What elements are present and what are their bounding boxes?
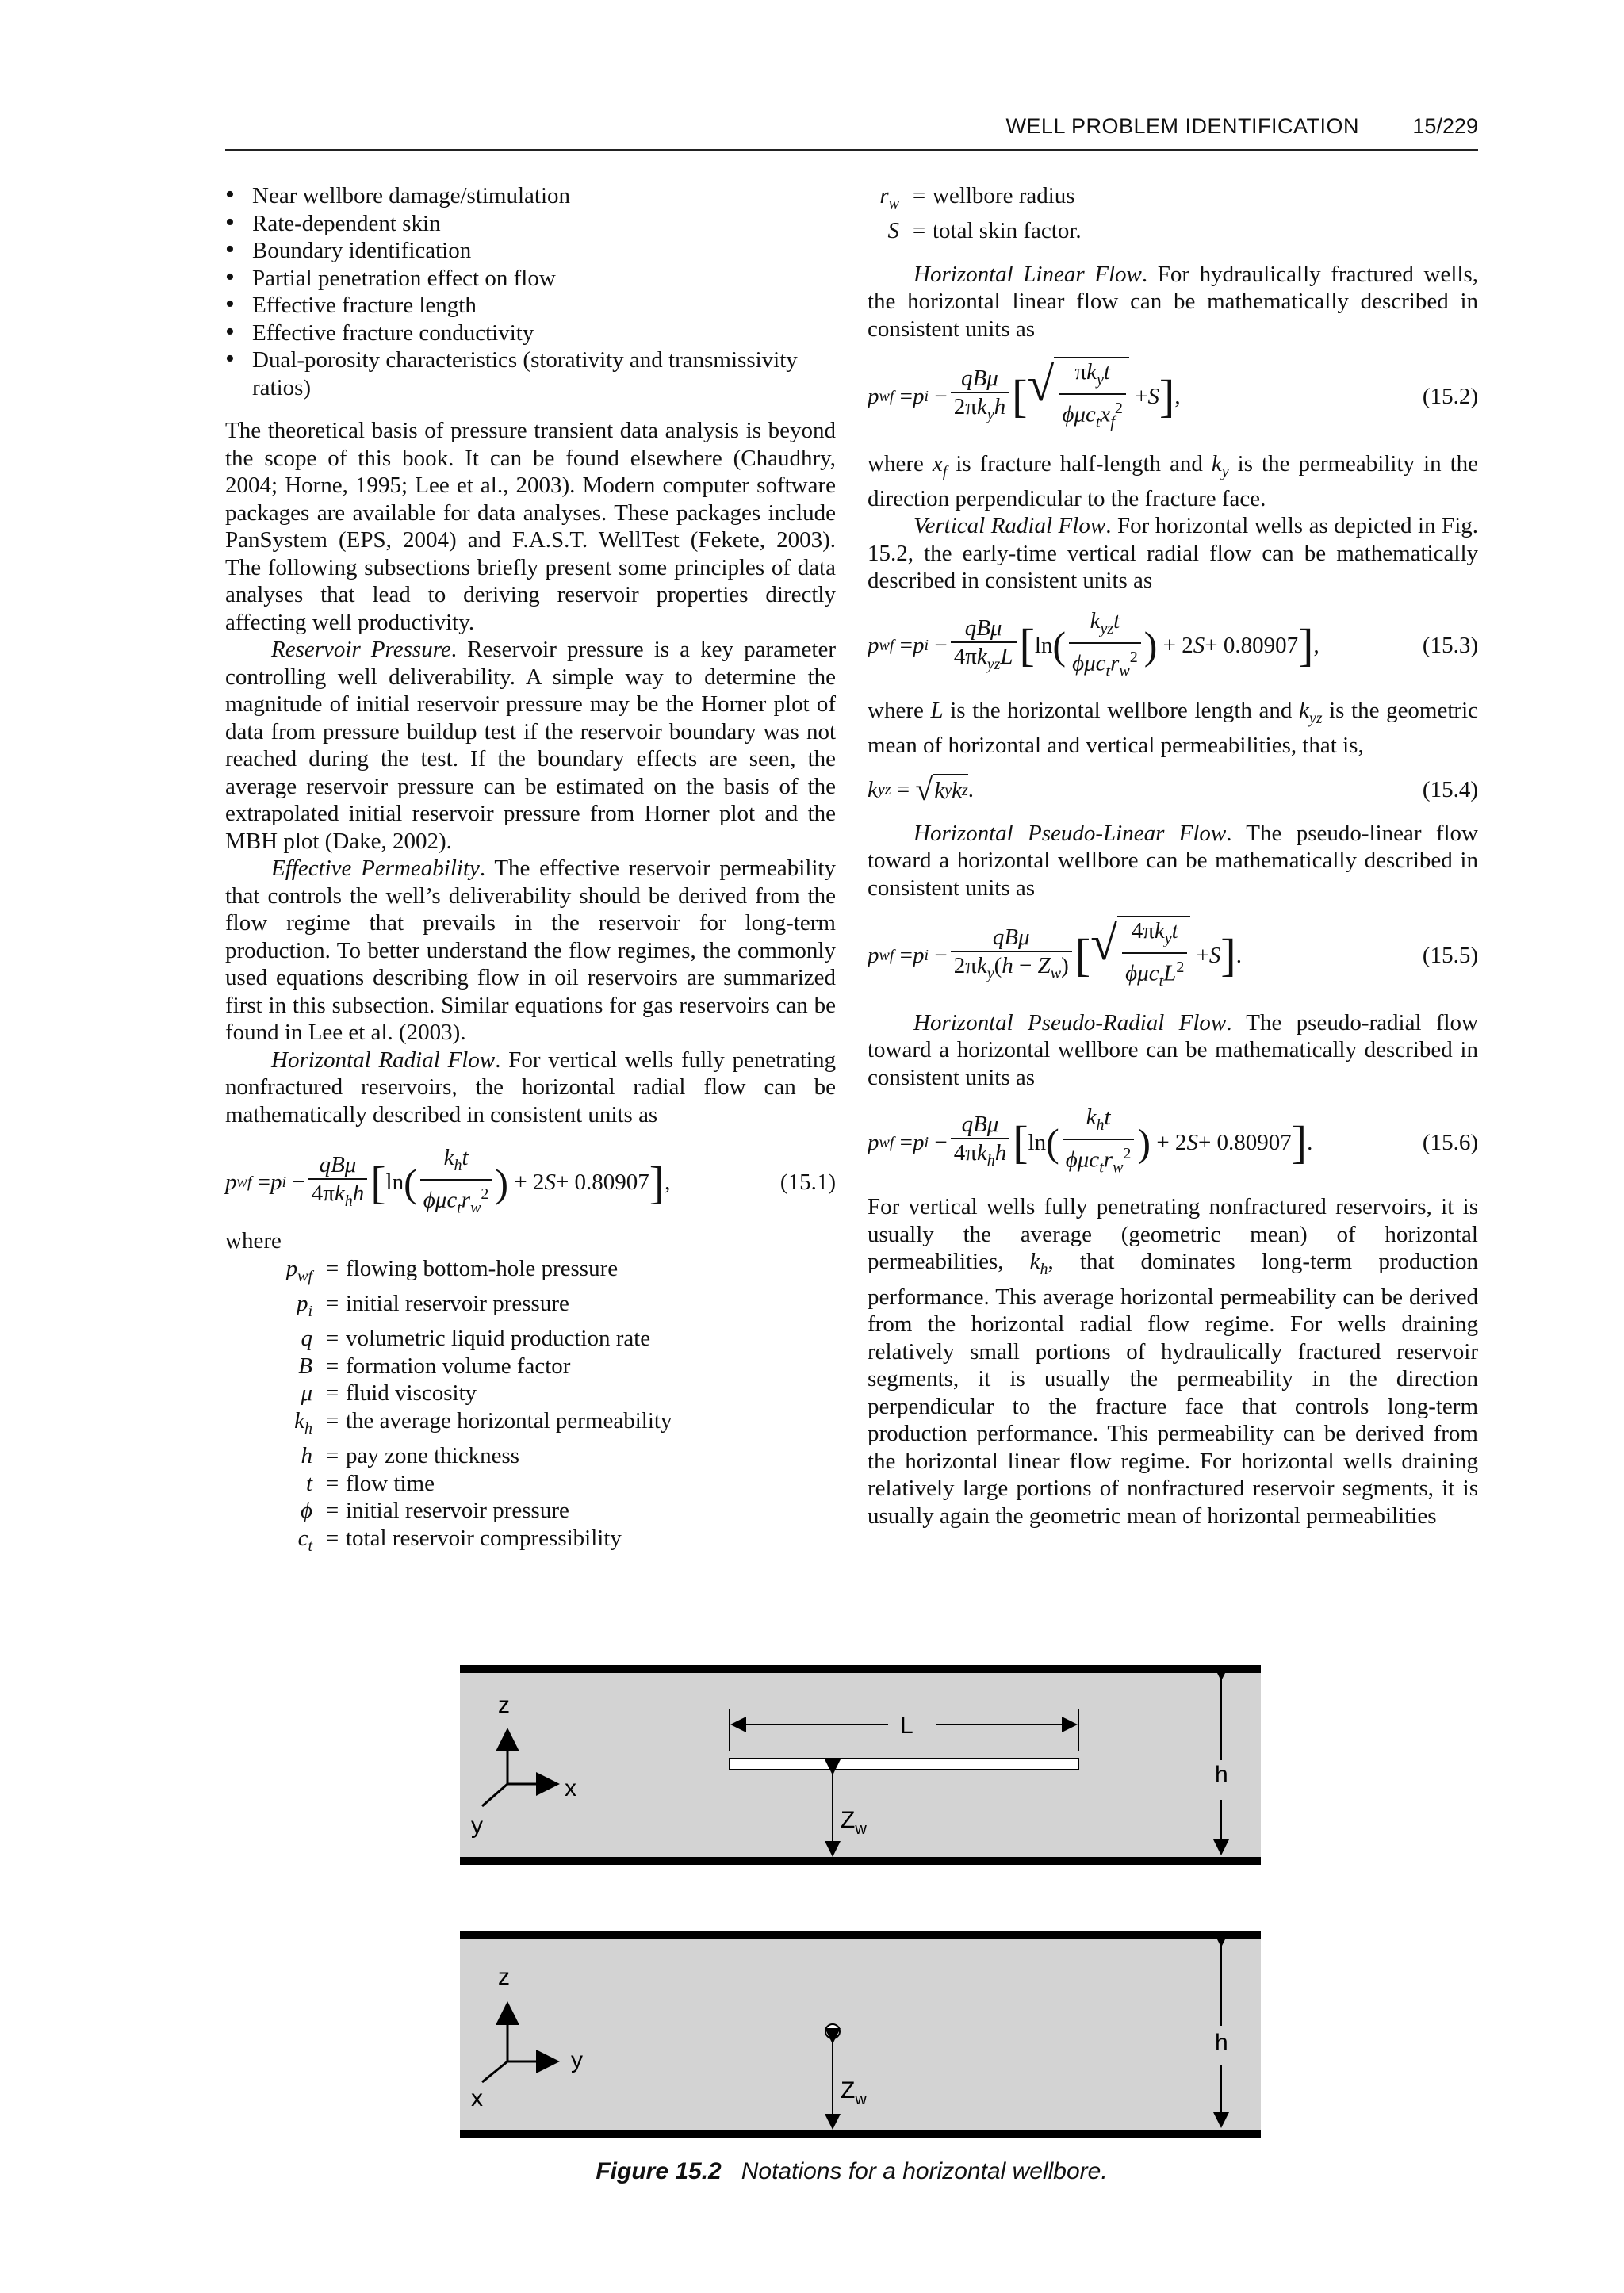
eq3-explanation: where L is the horizontal wellbore length and $k_{yz}$ is the geometric mean of horizontal and vertical permeabilities, that is,: [868, 698, 1479, 759]
definition-row: ϕ = initial reservoir pressure: [225, 1497, 672, 1525]
horizontal-radial-flow-text: . For vertical wells fully penetrating nonfractured reservoirs, the horizontal radial flow can be mathematically described in consistent units as: [225, 1047, 836, 1127]
horizontal-linear-flow-text: . For hydraulically fractured wells, the horizontal linear flow can be mathematically described in consistent units as: [868, 261, 1478, 342]
equation-number: (15.3): [1422, 633, 1478, 659]
symbol-definitions: [225, 1255, 672, 1560]
vertical-radial-flow-heading: Vertical Radial Flow: [914, 513, 1106, 539]
horizontal-radial-flow-paragraph: [225, 1047, 836, 1129]
figure-horizontal-wellbore: [460, 1665, 1261, 2149]
top-boundary: [460, 1665, 1261, 1673]
definition-row: $p_{wf}$ = flowing bottom-hole pressure: [225, 1255, 672, 1290]
wellbore-cross-section: [825, 2024, 840, 2038]
axis-label-y: y: [571, 2047, 583, 2073]
definition-text: the average horizontal permeability: [346, 1407, 672, 1434]
list-item: • Rate-dependent skin: [225, 210, 836, 238]
eq2-explanation: where $x_f$ is fracture half-length and $k_y$ is the permeability in the direction perpendicular to the fracture face.: [868, 450, 1479, 511]
list-item: • Partial penetration effect on flow: [225, 265, 836, 293]
figure-diagram: [460, 1665, 1261, 2149]
definition-row: h = pay zone thickness: [225, 1442, 672, 1470]
vertical-radial-flow-paragraph: [868, 512, 1478, 595]
definition-text: wellbore radius: [933, 183, 1075, 209]
horizontal-radial-flow-heading: Horizontal Radial Flow: [271, 1047, 496, 1073]
reservoir-pressure-paragraph: [225, 636, 836, 855]
list-item: • Effective fracture conductivity: [225, 320, 836, 347]
definition-row: q = volumetric liquid production rate: [225, 1325, 672, 1353]
definition-text: flow time: [346, 1470, 435, 1496]
definition-text: pay zone thickness: [346, 1443, 520, 1469]
caption-text: Notations for a horizontal wellbore.: [741, 2158, 1108, 2184]
reservoir-pressure-text: . Reservoir pressure is a key parameter controlling well deliverability. A simple way to determine the magnitude of initial reservoir pressure may be the Horner plot of data from pressure buildup test if the reservoir boundary was not reached during the test. If the boundary effects are seen, the average reservoir pressure can be estimated on the basis of the extrapolated initial reservoir pressure from Horner plot and the MBH plot (Dake, 2002).: [225, 637, 836, 854]
intro-paragraph: The theoretical basis of pressure transient data analysis is beyond the scope of this book. It can be found elsewhere (Chaudhry, 2004; Horne, 1995; Lee et al., 2003). Modern computer software packages are available for data analyses. These packages include PanSystem (EPS, 2004) and F.A.S.T. WellTest (Fekete, 2003). The following subsections briefly present some principles of data analyses that lead to deriving reservoir properties directly affecting well productivity.: [225, 418, 836, 635]
equation-15-1: p wf = p i − $\frac{\text{qBμ}}{4\pi k_hh}$ [ ln ( $\frac{k_ht}{\phi\mu c_tr_w^2}$ ) + 2 S + 0.80907 ] , (15.1): [225, 1144, 836, 1221]
definition-text: fluid viscosity: [346, 1380, 477, 1407]
definition-text: formation volume factor: [346, 1353, 571, 1379]
equation-number: (15.2): [1422, 383, 1478, 409]
definition-row: B = formation volume factor: [225, 1353, 672, 1380]
list-item: • Boundary identification: [225, 237, 836, 265]
horizontal-linear-flow-paragraph: [868, 261, 1478, 343]
running-header: [225, 111, 1478, 151]
equation-15-3: p wf = p i − $\frac{\text{qBμ}}{4\pi k_{yz}L}$ [ ln ( $\frac{k_{yz}t}{\phi\mu c_tr_w^2}$ ) + 2 S + 0.80907 ] , (15.3): [868, 607, 1478, 684]
equation-15-4: k yz = √ k y k z . (15.4): [868, 771, 1478, 807]
thickness-label: h: [1215, 2030, 1228, 2056]
pseudo-linear-flow-text: . The pseudo-linear flow toward a horizontal wellbore can be mathematically described in consistent units as: [868, 820, 1478, 901]
effective-permeability-text: . The effective reservoir permeability that controls the well’s deliverability should be derived from the flow regime that prevails in the reservoir for long-term production. To better understand the flow regimes, the commonly used equations describing flow in oil reservoirs are summarized first in this subsection. Similar equations for gas reservoirs can be found in Lee et al. (2003).: [225, 856, 836, 1045]
axis-label-y: y: [471, 1813, 483, 1839]
definition-text: volumetric liquid production rate: [346, 1326, 651, 1352]
zw-label: $Z_w$: [841, 1807, 867, 1838]
effective-permeability-paragraph: [225, 855, 836, 1047]
equation-15-2: p wf = p i − $\frac{\text{qBμ}}{2\pi k_yh}$ [ √ $\frac{\pi k_yt}{\phi\mu c_tx_f^2}$ + S ] , (15.2): [868, 357, 1478, 435]
left-column: [225, 182, 836, 1560]
bottom-panel: [460, 1931, 1261, 2138]
axis-label-z: z: [498, 1964, 510, 1990]
pseudo-linear-flow-heading: Horizontal Pseudo-Linear Flow: [914, 820, 1227, 846]
length-label: L: [900, 1713, 914, 1739]
horizontal-wellbore: [730, 1759, 1078, 1770]
equation-number: (15.4): [1422, 776, 1478, 802]
right-column: [868, 182, 1478, 1529]
zw-label: $Z_w$: [841, 2077, 867, 2108]
pseudo-linear-flow-paragraph: [868, 820, 1478, 902]
equation-15-5: p wf = p i − $\frac{\text{qBμ}}{2\pi k_y(h - Z_w)}$ [ √ $\frac{4\pi k_yt}{\phi\mu c_tL^2}$ + S ] . (15.5): [868, 916, 1478, 994]
page-number: 15/229: [1412, 114, 1478, 138]
definition-text: initial reservoir pressure: [346, 1291, 569, 1317]
thickness-label: h: [1215, 1762, 1228, 1788]
symbol-definitions-continued: [868, 182, 1082, 245]
definition-row: t = flow time: [225, 1470, 672, 1498]
definition-row: S = total skin factor.: [887, 218, 1082, 244]
pseudo-radial-flow-text: . The pseudo-radial flow toward a horizontal wellbore can be mathematically described in consistent units as: [868, 1009, 1478, 1090]
axis-label-z: z: [498, 1692, 510, 1718]
list-item: • Near wellbore damage/stimulation: [225, 182, 836, 210]
bottom-boundary: [460, 2130, 1261, 2138]
equation-15-6: p wf = p i − $\frac{\text{qBμ}}{4\pi k_hh}$ [ ln ( $\frac{k_ht}{\phi\mu c_tr_w^2}$ ) + 2 S + 0.80907 ] . (15.6): [868, 1104, 1478, 1181]
equation-number: (15.1): [779, 1169, 836, 1196]
definition-row: $r_w$ = wellbore radius: [868, 182, 1082, 217]
list-item: • Effective fracture length: [225, 292, 836, 320]
definition-text: flowing bottom-hole pressure: [346, 1255, 619, 1281]
definition-row: $p_i$ = initial reservoir pressure: [225, 1290, 672, 1325]
figure-caption: [225, 2158, 1478, 2185]
bullet-list: [225, 182, 836, 401]
definition-row: μ = fluid viscosity: [225, 1380, 672, 1407]
effective-permeability-heading: Effective Permeability: [271, 856, 480, 881]
vertical-radial-flow-text: . For horizontal wells as depicted in Fig. 15.2, the early-time vertical radial flow can be mathematically described in consistent units as: [868, 513, 1478, 594]
definition-row: $k_h$ = the average horizontal permeability: [225, 1407, 672, 1442]
caption-label: Figure 15.2: [596, 2158, 722, 2184]
pseudo-radial-flow-heading: Horizontal Pseudo-Radial Flow: [914, 1009, 1227, 1035]
horizontal-linear-flow-heading: Horizontal Linear Flow: [914, 261, 1142, 287]
bottom-boundary: [460, 1857, 1261, 1865]
axis-label-x: x: [471, 2085, 483, 2111]
reservoir-pressure-heading: Reservoir Pressure: [271, 637, 451, 662]
final-paragraph: For vertical wells fully penetrating nonfractured reservoirs, it is usually the average (geometric mean) of horizontal permeabilities, $k_h$, that dominates long-term production performance. This average horizontal permeability can be derived from the horizontal radial flow regime. For wells draining relatively small portions of hydraulically fractured reservoir segments, it is usually the permeability in the direction perpendicular to the fracture face that controls long-term production performance. This permeability can be derived from the horizontal linear flow regime. For horizontal wells draining relatively large portions of nonfractured reservoir segments, it is usually again the geometric mean of horizontal permeabilities: [868, 1194, 1478, 1529]
where-label: where: [225, 1228, 282, 1254]
definition-text: total reservoir compressibility: [346, 1525, 622, 1551]
definition-text: total skin factor.: [933, 218, 1082, 244]
definition-row: $c_t$ = total reservoir compressibility: [225, 1525, 672, 1560]
equation-number: (15.6): [1422, 1129, 1478, 1155]
axis-label-x: x: [565, 1775, 576, 1801]
top-boundary: [460, 1931, 1261, 1939]
equation-number: (15.5): [1422, 942, 1478, 968]
running-title: WELL PROBLEM IDENTIFICATION: [1005, 114, 1359, 138]
definition-text: initial reservoir pressure: [346, 1498, 569, 1524]
pseudo-radial-flow-paragraph: [868, 1009, 1478, 1092]
top-panel: [460, 1665, 1261, 1865]
list-item: • Dual-porosity characteristics (storativity and transmissivity ratios): [225, 346, 836, 401]
